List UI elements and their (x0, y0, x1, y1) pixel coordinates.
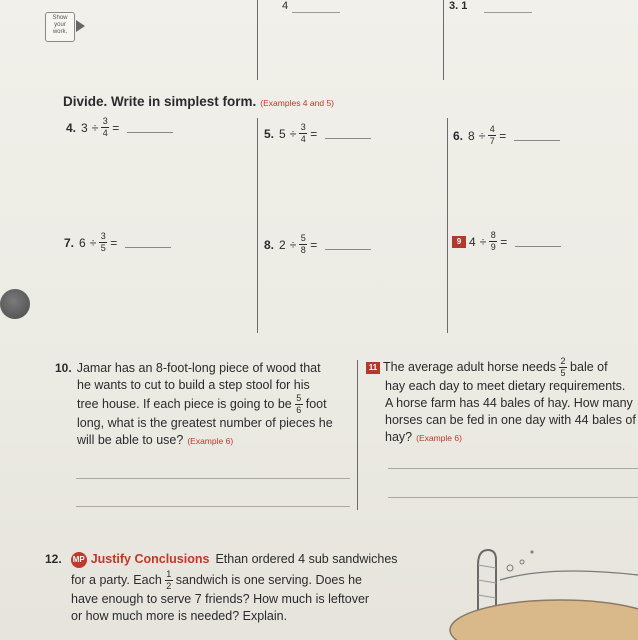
p10-line-3a: tree house. If each piece is going to be (77, 397, 292, 411)
p10-line-5: will be able to use? (77, 433, 184, 447)
p10-line-3 (55, 394, 355, 415)
numerator: 1 (166, 569, 172, 579)
divider-mid-2 (447, 118, 448, 333)
problem-number: 10. (55, 361, 72, 375)
problem-number: 6. (453, 128, 464, 143)
p10-answer-line-1[interactable] (76, 478, 350, 479)
binder-hole (0, 289, 30, 319)
denominator: 8 (300, 245, 306, 255)
divide-sign: ÷ (89, 235, 97, 250)
p10-answer-line-2[interactable] (76, 506, 350, 507)
divisor-fraction (488, 125, 496, 146)
denominator: 4 (102, 128, 108, 138)
answer-blank[interactable] (125, 237, 171, 248)
numerator: 3 (300, 122, 306, 132)
divider-mid-1 (257, 118, 258, 333)
divisor-fraction (299, 234, 307, 255)
answer-blank[interactable] (515, 236, 561, 247)
divide-sign: ÷ (91, 120, 99, 135)
numerator: 5 (296, 393, 302, 403)
denominator: 2 (166, 581, 172, 591)
instruction-reference: (Examples 4 and 5) (260, 98, 334, 108)
numerator: 4 (489, 124, 495, 134)
problem-number: 7. (64, 235, 75, 250)
p10-line-1: Jamar has an 8-foot-long piece of wood that (76, 361, 321, 375)
dividend: 6 (79, 235, 86, 250)
problem-number: 12. (45, 552, 62, 566)
p10-line-2: he wants to cut to build a step stool for his (77, 378, 310, 392)
dividend: 3 (81, 120, 88, 135)
p12-title: Justify Conclusions (90, 552, 210, 566)
problem-number: 8. (264, 237, 275, 252)
divide-sign: ÷ (289, 237, 297, 252)
problem-number: 4. (66, 120, 77, 135)
house-badge-icon: 9 (452, 236, 466, 248)
divider-top-1 (257, 0, 258, 80)
divide-sign: ÷ (478, 128, 486, 143)
divider-word-problems (357, 360, 358, 510)
p11-line-1b: bale of (570, 360, 608, 374)
numerator: 8 (490, 230, 496, 240)
p10-fraction (295, 394, 303, 415)
p12-line-2 (45, 570, 465, 591)
denominator: 4 (300, 134, 306, 144)
denominator: 7 (489, 136, 495, 146)
show-work-line-2: your (54, 22, 66, 28)
equals-sign: = (499, 128, 507, 143)
equals-sign: = (310, 126, 318, 141)
p12-fraction (165, 570, 173, 591)
dividend: 5 (279, 126, 286, 141)
steam-line-icon (500, 571, 638, 580)
top-answer-line-b (484, 12, 532, 13)
divide-sign: ÷ (479, 234, 487, 249)
answer-blank[interactable] (325, 239, 371, 250)
problem-10 (55, 360, 355, 450)
top-answer-line-a (292, 12, 340, 13)
divider-top-2 (443, 0, 444, 80)
show-work-line-3: work. (52, 29, 68, 35)
p12-line-3: have enough to serve 7 friends? How much is leftover (71, 592, 370, 606)
problem-4 (66, 117, 173, 138)
house-badge-icon: 11 (366, 362, 380, 374)
problem-8 (264, 234, 371, 255)
dividend: 2 (279, 237, 286, 252)
divisor-fraction (489, 231, 497, 252)
divisor-fraction (101, 117, 109, 138)
numerator: 3 (102, 116, 108, 126)
problem-6 (453, 125, 560, 146)
denominator: 6 (296, 405, 302, 415)
math-practice-badge-icon: MP (71, 552, 87, 568)
problem-11 (366, 357, 638, 447)
sandwich-illustration (440, 540, 638, 640)
top-partial-3: 3. 1 (449, 0, 468, 12)
p10-reference: (Example 6) (187, 436, 234, 446)
denominator: 5 (560, 368, 566, 378)
problem-7 (64, 232, 171, 253)
p10-line-4: long, what is the greatest number of pieces he (77, 416, 333, 430)
p11-answer-line-2[interactable] (388, 497, 638, 498)
bubble-icon (507, 565, 513, 571)
p11-line-4: horses can be fed in one day with 44 bales of (385, 413, 636, 427)
p11-reference: (Example 6) (416, 433, 462, 443)
instruction-text: Divide. Write in simplest form. (63, 94, 257, 109)
answer-blank[interactable] (325, 128, 371, 139)
p11-fraction (559, 357, 567, 378)
p11-answer-line-1[interactable] (388, 468, 638, 469)
equals-sign: = (110, 235, 118, 250)
p11-line-3: A horse farm has 44 bales of hay. How many (385, 396, 633, 410)
p12-line-1: Ethan ordered 4 sub sandwiches (215, 552, 398, 566)
divisor-fraction (299, 123, 307, 144)
p12-line-4: or how much more is needed? Explain. (71, 609, 288, 623)
problem-number: 5. (264, 126, 275, 141)
p12-line-2b: sandwich is one serving. Does he (175, 573, 363, 587)
divisor-fraction (99, 232, 107, 253)
equals-sign: = (112, 120, 120, 135)
answer-blank[interactable] (127, 122, 173, 133)
show-work-line-1: Show (52, 15, 68, 21)
p10-line-3b: foot (305, 397, 327, 411)
bubble-icon (520, 560, 524, 564)
p11-line-5: hay? (385, 430, 413, 444)
problem-12 (45, 551, 465, 625)
p12-line-2a: for a party. Each (71, 573, 162, 587)
numerator: 3 (100, 231, 106, 241)
problem-5 (264, 123, 371, 144)
denominator: 9 (490, 242, 496, 252)
equals-sign: = (310, 237, 318, 252)
top-partial-4: 4 (282, 0, 289, 12)
dividend: 8 (468, 128, 475, 143)
numerator: 5 (300, 233, 306, 243)
numerator: 2 (560, 356, 566, 366)
dividend: 4 (469, 234, 476, 249)
problem-9 (452, 231, 561, 252)
answer-blank[interactable] (514, 130, 560, 141)
show-work-tag (45, 12, 75, 42)
bubble-icon (531, 551, 534, 554)
p11-line-2: hay each day to meet dietary requirements. (385, 379, 626, 393)
p11-line-1a: The average adult horse needs (383, 360, 557, 374)
section-instruction (63, 94, 334, 109)
equals-sign: = (500, 234, 508, 249)
divide-sign: ÷ (289, 126, 297, 141)
pencil-arrow-icon (76, 20, 85, 32)
denominator: 5 (100, 243, 106, 253)
